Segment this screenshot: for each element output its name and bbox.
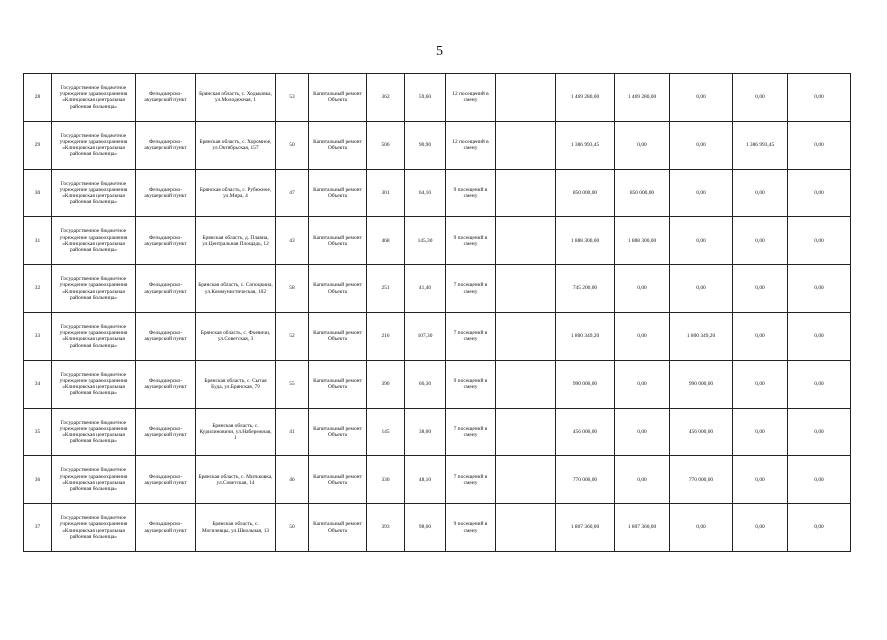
visits-cell: 216 xyxy=(367,312,405,360)
build-year-cell: 58 xyxy=(276,265,309,313)
row-number: 30 xyxy=(24,169,52,217)
cost-2020-cell: 0,00 xyxy=(670,217,733,265)
facility-type-cell: Фельдшерско-акушерский пункт xyxy=(136,265,196,313)
empty-cell xyxy=(496,217,556,265)
visits-cell: 330 xyxy=(367,456,405,504)
cost-2020-cell: 0,00 xyxy=(670,74,733,122)
table-row xyxy=(24,169,851,217)
visits-cell: 468 xyxy=(367,217,405,265)
empty-cell xyxy=(496,504,556,552)
row-number: 28 xyxy=(24,74,52,122)
total-cost-cell: 990 000,00 xyxy=(556,360,615,408)
cost-2019-cell: 1 469 280,00 xyxy=(615,74,670,122)
work-type-cell: Капитальный ремонт Объекта xyxy=(309,360,367,408)
empty-cell xyxy=(496,456,556,504)
cost-2019-cell: 1 807 360,00 xyxy=(615,504,670,552)
organization-cell: Государственное бюджетное учреждение здравоохранения «Клинцовская центральная районная больница» xyxy=(52,504,136,552)
organization-cell: Государственное бюджетное учреждение здравоохранения «Клинцовская центральная районная больница» xyxy=(52,360,136,408)
address-cell: Брянская область, с. Фоевичи, ул.Советская, 3 xyxy=(196,312,276,360)
table-row xyxy=(24,504,851,552)
empty-cell xyxy=(496,312,556,360)
table-row xyxy=(24,408,851,456)
work-type-cell: Капитальный ремонт Объекта xyxy=(309,408,367,456)
facility-type-cell: Фельдшерско-акушерский пункт xyxy=(136,456,196,504)
row-number: 37 xyxy=(24,504,52,552)
facility-type-cell: Фельдшерско-акушерский пункт xyxy=(136,121,196,169)
capacity-cell: 9 посещений в смену xyxy=(446,169,496,217)
build-year-cell: 41 xyxy=(276,408,309,456)
capacity-cell: 7 посещений в смену xyxy=(446,408,496,456)
capacity-cell: 7 посещений в смену xyxy=(446,312,496,360)
empty-cell xyxy=(496,74,556,122)
cost-2022-cell: 0,00 xyxy=(788,121,851,169)
cost-2021-cell: 0,00 xyxy=(733,360,788,408)
row-number: 34 xyxy=(24,360,52,408)
cost-2020-cell: 456 000,00 xyxy=(670,408,733,456)
area-cell: 90,90 xyxy=(405,121,446,169)
work-type-cell: Капитальный ремонт Объекта xyxy=(309,265,367,313)
build-year-cell: 46 xyxy=(276,456,309,504)
total-cost-cell: 1 469 280,00 xyxy=(556,74,615,122)
address-cell: Брянская область, с. Сытая Буда, ул.Брянская, 79 xyxy=(196,360,276,408)
facility-type-cell: Фельдшерско-акушерский пункт xyxy=(136,408,196,456)
area-cell: 98,00 xyxy=(405,504,446,552)
cost-2020-cell: 0,00 xyxy=(670,504,733,552)
empty-cell xyxy=(496,360,556,408)
facility-type-cell: Фельдшерско-акушерский пункт xyxy=(136,217,196,265)
cost-2022-cell: 0,00 xyxy=(788,74,851,122)
table-row xyxy=(24,74,851,122)
work-type-cell: Капитальный ремонт Объекта xyxy=(309,217,367,265)
row-number: 32 xyxy=(24,265,52,313)
cost-2020-cell: 1 800 349,20 xyxy=(670,312,733,360)
area-cell: 59,60 xyxy=(405,74,446,122)
cost-2021-cell: 0,00 xyxy=(733,312,788,360)
table-row xyxy=(24,217,851,265)
cost-2022-cell: 0,00 xyxy=(788,217,851,265)
address-cell: Брянская область, с. Ходьковка, ул.Молодежная, 1 xyxy=(196,74,276,122)
cost-2021-cell: 1 386 993,45 xyxy=(733,121,788,169)
area-cell: 38,00 xyxy=(405,408,446,456)
area-cell: 66,30 xyxy=(405,360,446,408)
registry-table xyxy=(23,73,851,552)
organization-cell: Государственное бюджетное учреждение здравоохранения «Клинцовская центральная районная больница» xyxy=(52,169,136,217)
capacity-cell: 12 посещений в смену xyxy=(446,74,496,122)
address-cell: Брянская область, с. Хоромное, ул.Октябрьская, 157 xyxy=(196,121,276,169)
capacity-cell: 9 посещений в смену xyxy=(446,360,496,408)
table-row xyxy=(24,265,851,313)
build-year-cell: 53 xyxy=(276,74,309,122)
build-year-cell: 52 xyxy=(276,312,309,360)
total-cost-cell: 1 800 349,20 xyxy=(556,312,615,360)
cost-2022-cell: 0,00 xyxy=(788,312,851,360)
organization-cell: Государственное бюджетное учреждение здравоохранения «Клинцовская центральная районная больница» xyxy=(52,217,136,265)
empty-cell xyxy=(496,121,556,169)
cost-2021-cell: 0,00 xyxy=(733,408,788,456)
cost-2021-cell: 0,00 xyxy=(733,169,788,217)
cost-2021-cell: 0,00 xyxy=(733,456,788,504)
work-type-cell: Капитальный ремонт Объекта xyxy=(309,312,367,360)
cost-2022-cell: 0,00 xyxy=(788,360,851,408)
organization-cell: Государственное бюджетное учреждение здравоохранения «Клинцовская центральная районная больница» xyxy=(52,312,136,360)
visits-cell: 362 xyxy=(367,74,405,122)
cost-2019-cell: 0,00 xyxy=(615,456,670,504)
total-cost-cell: 850 000,00 xyxy=(556,169,615,217)
cost-2021-cell: 0,00 xyxy=(733,265,788,313)
work-type-cell: Капитальный ремонт Объекта xyxy=(309,121,367,169)
work-type-cell: Капитальный ремонт Объекта xyxy=(309,74,367,122)
facility-type-cell: Фельдшерско-акушерский пункт xyxy=(136,504,196,552)
cost-2019-cell: 1 888 300,00 xyxy=(615,217,670,265)
row-number: 33 xyxy=(24,312,52,360)
build-year-cell: 55 xyxy=(276,360,309,408)
visits-cell: 506 xyxy=(367,121,405,169)
cost-2019-cell: 0,00 xyxy=(615,408,670,456)
organization-cell: Государственное бюджетное учреждение здравоохранения «Клинцовская центральная районная больница» xyxy=(52,456,136,504)
build-year-cell: 47 xyxy=(276,169,309,217)
area-cell: 145,30 xyxy=(405,217,446,265)
cost-2019-cell: 0,00 xyxy=(615,121,670,169)
address-cell: Брянская область, с. Могилевцы, ул.Школьная, 13 xyxy=(196,504,276,552)
cost-2022-cell: 0,00 xyxy=(788,456,851,504)
visits-cell: 251 xyxy=(367,265,405,313)
organization-cell: Государственное бюджетное учреждение здравоохранения «Клинцовская центральная районная больница» xyxy=(52,408,136,456)
capacity-cell: 9 посещений в смену xyxy=(446,217,496,265)
organization-cell: Государственное бюджетное учреждение здравоохранения «Клинцовская центральная районная больница» xyxy=(52,74,136,122)
work-type-cell: Капитальный ремонт Объекта xyxy=(309,169,367,217)
address-cell: Брянская область, с. Рубежное, ул.Мира, 4 xyxy=(196,169,276,217)
total-cost-cell: 1 807 360,00 xyxy=(556,504,615,552)
build-year-cell: 50 xyxy=(276,504,309,552)
total-cost-cell: 1 386 993,45 xyxy=(556,121,615,169)
area-cell: 64,10 xyxy=(405,169,446,217)
work-type-cell: Капитальный ремонт Объекта xyxy=(309,456,367,504)
visits-cell: 301 xyxy=(367,169,405,217)
table-row xyxy=(24,456,851,504)
cost-2021-cell: 0,00 xyxy=(733,504,788,552)
row-number: 36 xyxy=(24,456,52,504)
cost-2022-cell: 0,00 xyxy=(788,265,851,313)
cost-2019-cell: 0,00 xyxy=(615,360,670,408)
cost-2019-cell: 850 000,00 xyxy=(615,169,670,217)
facility-type-cell: Фельдшерско-акушерский пункт xyxy=(136,360,196,408)
table-row xyxy=(24,121,851,169)
row-number: 29 xyxy=(24,121,52,169)
address-cell: Брянская область, д. Плавна, ул.Центральная Площадь, 12 xyxy=(196,217,276,265)
cost-2022-cell: 0,00 xyxy=(788,408,851,456)
build-year-cell: 50 xyxy=(276,121,309,169)
capacity-cell: 12 посещений в смену xyxy=(446,121,496,169)
cost-2022-cell: 0,00 xyxy=(788,504,851,552)
area-cell: 41,40 xyxy=(405,265,446,313)
cost-2019-cell: 0,00 xyxy=(615,265,670,313)
total-cost-cell: 456 000,00 xyxy=(556,408,615,456)
facility-type-cell: Фельдшерско-акушерский пункт xyxy=(136,74,196,122)
cost-2020-cell: 0,00 xyxy=(670,121,733,169)
page-number: 5 xyxy=(436,44,443,59)
organization-cell: Государственное бюджетное учреждение здравоохранения «Клинцовская центральная районная больница» xyxy=(52,265,136,313)
cost-2020-cell: 0,00 xyxy=(670,265,733,313)
table-row xyxy=(24,360,851,408)
visits-cell: 390 xyxy=(367,360,405,408)
address-cell: Брянская область, с. Митьковка, ул.Советская, 14 xyxy=(196,456,276,504)
empty-cell xyxy=(496,169,556,217)
capacity-cell: 9 посещений в смену xyxy=(446,504,496,552)
cost-2022-cell: 0,00 xyxy=(788,169,851,217)
total-cost-cell: 745 200,00 xyxy=(556,265,615,313)
cost-2019-cell: 0,00 xyxy=(615,312,670,360)
work-type-cell: Капитальный ремонт Объекта xyxy=(309,504,367,552)
cost-2021-cell: 0,00 xyxy=(733,217,788,265)
empty-cell xyxy=(496,265,556,313)
cost-2020-cell: 990 000,00 xyxy=(670,360,733,408)
row-number: 31 xyxy=(24,217,52,265)
row-number: 35 xyxy=(24,408,52,456)
visits-cell: 145 xyxy=(367,408,405,456)
area-cell: 107,30 xyxy=(405,312,446,360)
visits-cell: 393 xyxy=(367,504,405,552)
address-cell: Брянская область, с. Курилиновичи, ул.Набережная, 1 xyxy=(196,408,276,456)
build-year-cell: 43 xyxy=(276,217,309,265)
total-cost-cell: 1 888 300,00 xyxy=(556,217,615,265)
capacity-cell: 7 посещений в смену xyxy=(446,456,496,504)
cost-2020-cell: 770 000,00 xyxy=(670,456,733,504)
table-row xyxy=(24,312,851,360)
total-cost-cell: 770 000,00 xyxy=(556,456,615,504)
address-cell: Брянская область, с. Сопоцкина, ул.Коммунистическая, 102 xyxy=(196,265,276,313)
facility-type-cell: Фельдшерско-акушерский пункт xyxy=(136,169,196,217)
capacity-cell: 7 посещений в смену xyxy=(446,265,496,313)
facility-type-cell: Фельдшерско-акушерский пункт xyxy=(136,312,196,360)
empty-cell xyxy=(496,408,556,456)
cost-2021-cell: 0,00 xyxy=(733,74,788,122)
organization-cell: Государственное бюджетное учреждение здравоохранения «Клинцовская центральная районная больница» xyxy=(52,121,136,169)
cost-2020-cell: 0,00 xyxy=(670,169,733,217)
area-cell: 48,10 xyxy=(405,456,446,504)
